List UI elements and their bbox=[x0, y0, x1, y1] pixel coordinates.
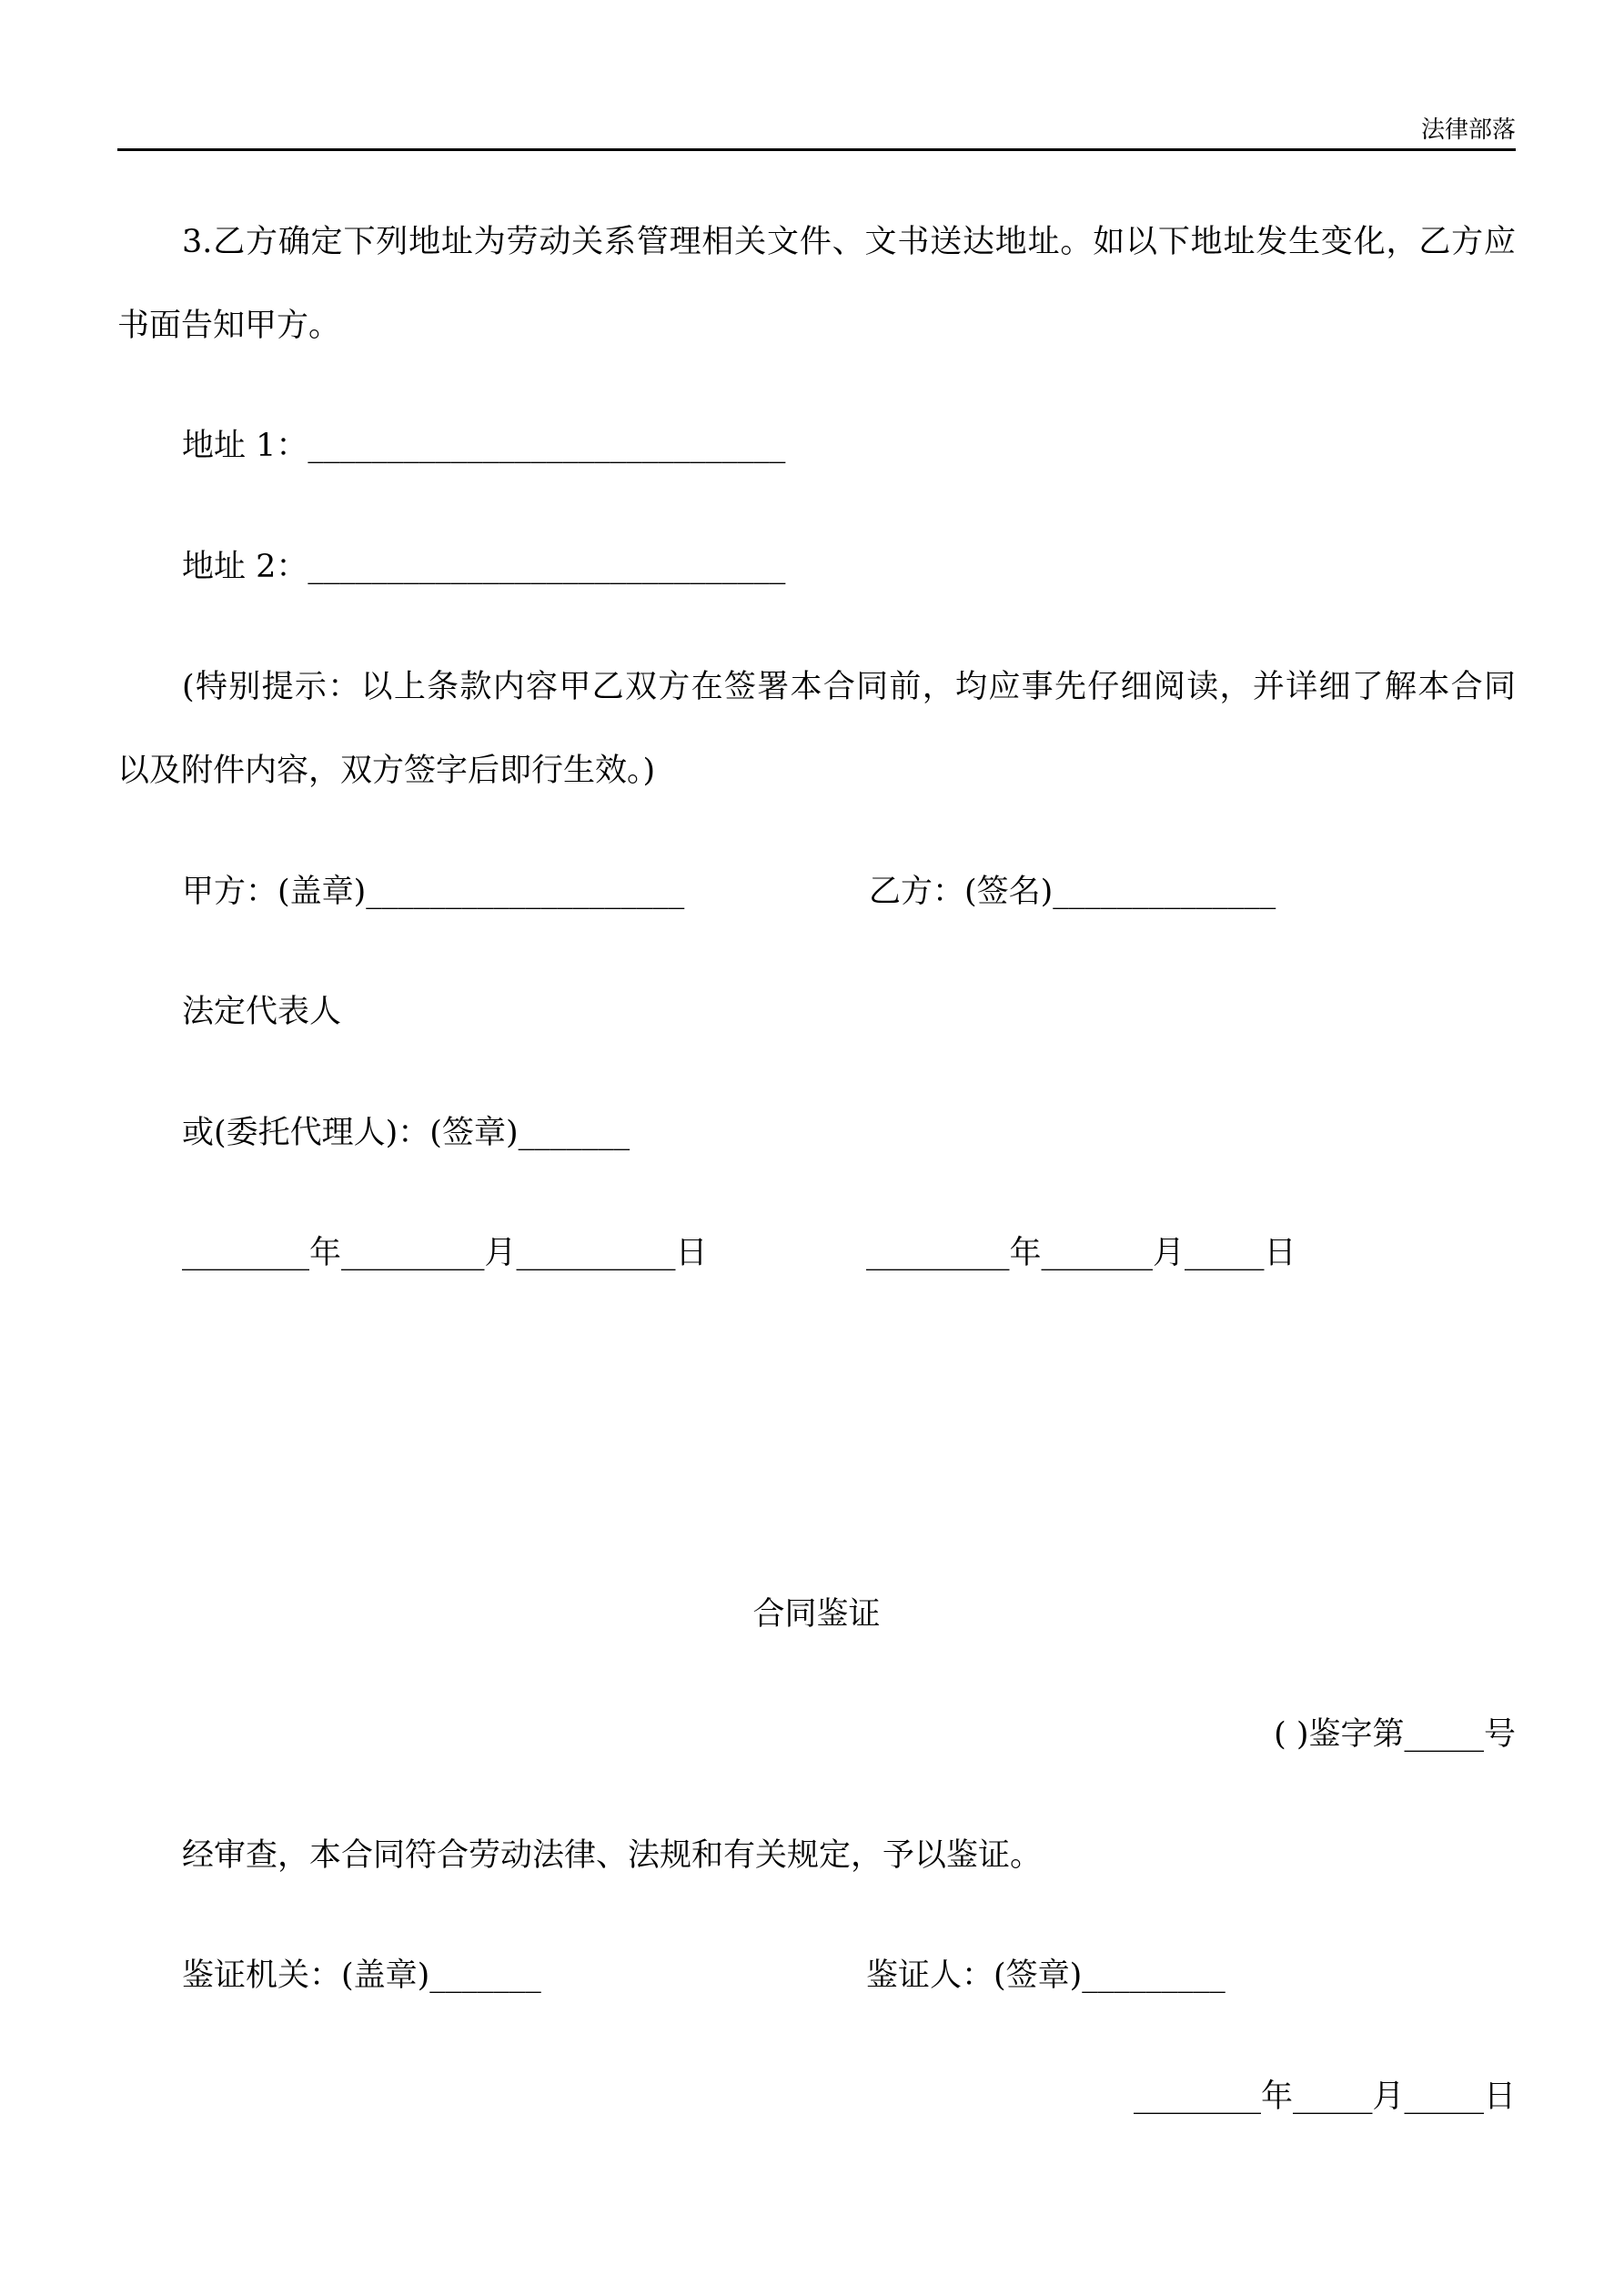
verifier-signature-field: 鉴证人：(签章)_________ bbox=[866, 1957, 1226, 1994]
verification-title: 合同鉴证 bbox=[752, 1596, 881, 1633]
verification-statement: 经审查，本合同符合劳动法律、法规和有关规定，予以鉴证。 bbox=[182, 1837, 1043, 1874]
party-a-seal-field: 甲方：(盖章)____________________ bbox=[182, 874, 685, 910]
clause-3-line-2: 书面告知甲方。 bbox=[117, 308, 341, 344]
verification-authority-seal-field: 鉴证机关：(盖章)_______ bbox=[182, 1957, 541, 1994]
party-b-signature-field: 乙方：(签名)______________ bbox=[869, 874, 1276, 910]
address-1-field: 地址 1：______________________________ bbox=[182, 428, 786, 464]
verification-date-field: ________年_____月_____日 bbox=[1133, 2079, 1516, 2115]
header-label: 法律部落 bbox=[1420, 116, 1516, 144]
special-notice-line-2: 以及附件内容，双方签字后即行生效。) bbox=[117, 753, 656, 789]
clause-3-line-1: 3.乙方确定下列地址为劳动关系管理相关文件、文书送达地址。如以下地址发生变化，乙方应 bbox=[182, 224, 1516, 260]
party-b-date-field: _________年_______月_____日 bbox=[866, 1235, 1296, 1271]
verification-number-field: ( )鉴字第_____号 bbox=[1274, 1716, 1516, 1753]
address-2-field: 地址 2：______________________________ bbox=[182, 549, 786, 585]
legal-representative-label: 法定代表人 bbox=[182, 994, 342, 1030]
special-notice-line-1: (特别提示：以上条款内容甲乙双方在签署本合同前，均应事先仔细阅读，并详细了解本合同 bbox=[182, 669, 1516, 705]
agent-signature-field: 或(委托代理人)：(签章)_______ bbox=[182, 1115, 630, 1151]
party-a-date-field: ________年_________月__________日 bbox=[182, 1235, 708, 1271]
header-rule bbox=[117, 148, 1516, 151]
